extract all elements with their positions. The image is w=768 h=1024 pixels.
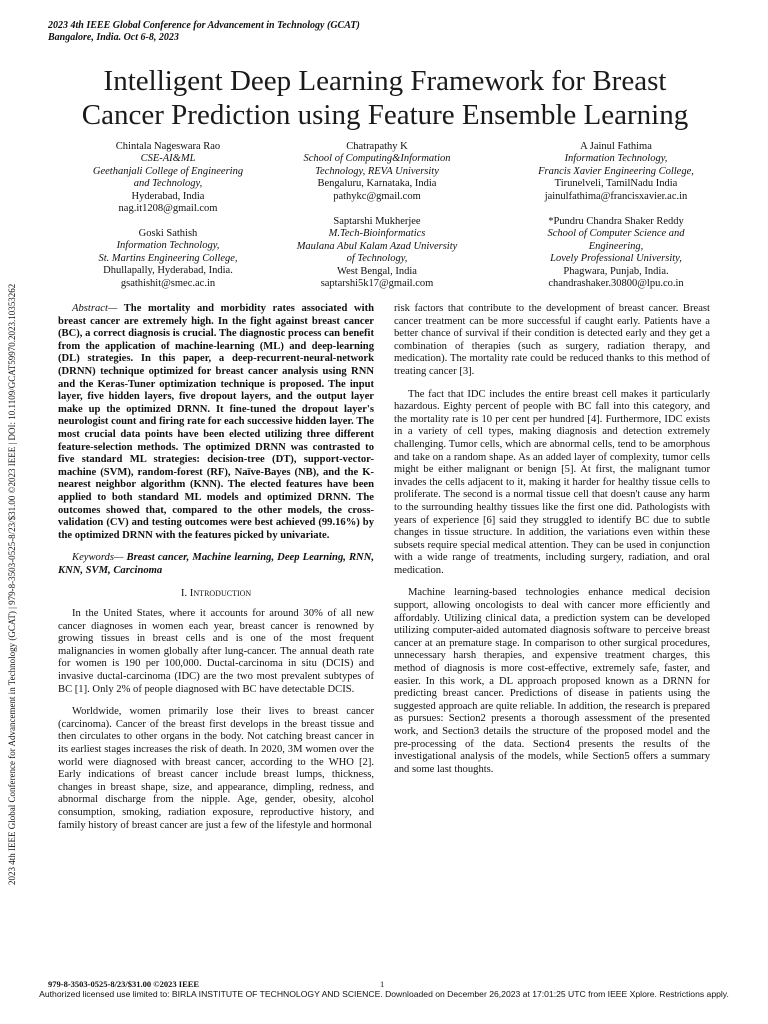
body-paragraph: The fact that IDC includes the entire breast cell makes it particularly hazardous. Eighty percent of people with BC fall into this category, and the mortality rate is 10 per cent per hundred [4]. Furthermore, IDC exists in a variety of cell types, making diagnosis and detection extremely challenging. Tumor cells, which are abnormal cells, tend to be amorphous and take on a random shape. As an added layer of complexity, tumor cells might be either malignant or benign [5]. At first, the malignant tumor invades the cells adjacent to it, making it harder for healthy tissue cells to proliferate. The second is a normal tissue cell that doesn't cause any harm to the surrounding healthy tissues like the first one did. Pathologists with years of experience [6] said they struggled to identify BC due to subtle changes in tissue structure. In addition, the variations even within these subsets require special medical attention. They can be used in conjunction with a wide range of treatments, including surgery, radiation, and oral medication. [394,388,710,576]
author-name: Saptarshi Mukherjee [333,216,421,227]
conference-name: 2023 4th IEEE Global Conference for Advancement in Technology (GCAT) [48,20,360,31]
author-dept: School of Computer Science and [547,228,685,240]
author-name: Chatrapathy K [346,141,408,152]
author-email: jainulfathima@francisxavier.ac.in [544,190,688,202]
author-block-1 [58,141,278,215]
right-column [394,303,710,786]
footer-isbn: 979-8-3503-0525-8/23/$31.00 ©2023 IEEE [48,979,200,989]
author-inst: Lovely Professional University, [550,253,682,265]
author-inst: St. Martins Engineering College, [98,252,238,264]
title-line-1: Intelligent Deep Learning Framework for Breast [103,65,667,97]
author-city: Dhullapally, Hyderabad, India. [103,265,233,277]
abstract-lead: Abstract— [72,303,118,314]
section-heading-introduction: I. Introduction [180,587,252,600]
author-dept: CSE-AI&ML [140,153,196,165]
author-email: gsathishit@smec.ac.in [120,277,216,289]
author-city: Bengaluru, Karnataka, India [317,178,437,190]
keywords-lead: Keywords— [72,552,124,564]
author-city: Tirunelveli, TamilNadu India [554,178,678,190]
author-inst: of Technology, [346,253,408,265]
title-line-2: Cancer Prediction using Feature Ensemble Learning [81,99,689,131]
author-inst: Technology, REVA University [315,165,439,177]
author-name: *Pundru Chandra Shaker Reddy [548,216,684,227]
author-inst: and Technology, [133,178,203,190]
author-name: Goski Sathish [138,228,198,239]
author-dept: M.Tech-Bioinformatics [328,228,426,240]
author-city: Hyderabad, India [131,190,205,202]
author-inst: Francis Xavier Engineering College, [538,165,694,177]
author-inst: Geethanjali College of Engineering [92,165,244,177]
author-dept: Information Technology, [116,240,220,252]
abstract-paragraph [58,303,374,542]
paper-title [20,64,750,132]
author-email: chandrashaker.30800@lpu.co.in [548,278,684,290]
left-column [58,303,374,842]
author-inst: Engineering, [588,240,644,252]
author-city: Phagwara, Punjab, India. [563,265,669,277]
author-dept: Information Technology, [564,153,668,165]
abstract-text: The mortality and morbidity rates associated with breast cancer are extremely high. In the fight against breast cancer (BC), a correct diagnosis is crucial. The diagnostic process can benefit from the application of machine-learning (ML) and deep-learning (DL) strategies. In this paper, a deep-recurrent-neural-network (DRNN) technique optimized for breast cancer analysis using RNN and the Keras-Tuner optimization technique is proposed. The input layer, five hidden layers, five dropout layers, and the output layer make up the optimized DRNN. It fine-tuned the dropout layer's neurologist count and firing rate for each successive hidden layer. The most crucial data points have been elected utilizing three different feature-selection methods. The optimized DRNN was contrasted to five standard ML strategies: decision-tree (DT), support-vector-machine (SVM), random-forest (RF), Naïve-Bayes (NB), and the K-nearest neighbor algorithm (KNN). The elected features have been applied to both standard ML models and optimized DRNN. The outcomes showed that, compared to the other models, the cross-validation (CV) and testing outcomes were best achieved (99.16%) by the optimized DRNN with the features picked by univariate. [58,303,374,541]
author-block-5 [282,216,472,290]
author-dept: School of Computing&Information [303,153,451,165]
author-city: West Bengal, India [337,265,417,277]
conference-location: Bangalore, India. Oct 6-8, 2023 [48,32,179,43]
author-inst: Maulana Abul Kalam Azad University [296,240,458,252]
author-block-6 [508,216,724,290]
keywords-text: Breast cancer, Machine learning, Deep Learning, RNN, KNN, SVM, Carcinoma [58,552,374,576]
author-email: saptarshi5k17@gmail.com [320,278,434,290]
author-block-3 [508,141,724,203]
author-name: Chintala Nageswara Rao [115,141,221,152]
author-name: A Jainul Fathima [580,141,652,152]
body-paragraph: Machine learning-based technologies enhance medical decision support, allowing oncologists to deal with cancer more efficiently and affordably. Utilizing clinical data, a prediction system can be developed utilizing computer-aided automated diagnosis software to perceive breast cancer at an premature stage. In comparison to other surgical procedures, unnecessary harsh therapies, and expensive treatment charges, this method of diagnosis is more cost-effective, extremely safe, faster, and easier. In this work, a DL approach proposed known as a DRNN for predicting breast cancer. Predictions of disease in patients using the suggested approach are quite reliable. In addition, the research is prepared as pursues: Section2 presents a thorough assessment of the presented work, and Section3 details the structure of the proposed model and the pre-processing of the data. Section4 presents the results of the investigational analysis of the models, while Section5 offers a summary and some last thoughts. [394,587,710,775]
license-notice: Authorized licensed use limited to: BIRLA INSTITUTE OF TECHNOLOGY AND SCIENCE. Downloaded on December 26,2023 at 17:01:25 UTC from IEEE Xplore. Restrictions apply. [39,989,729,999]
author-email: nag.it1208@gmail.com [118,203,218,215]
side-citation-strip: 2023 4th IEEE Global Conference for Advancement in Technology (GCAT) | 979-8-3503-0525-8/23/$31.00 ©2023 IEEE | DOI: 10.1109/GCAT59970.2023.10353262 [7,283,17,885]
author-email: pathykc@gmail.com [333,190,421,202]
page-number: 1 [380,979,385,989]
author-block-2 [282,141,472,203]
body-paragraph: Worldwide, women primarily lose their lives to breast cancer (carcinoma). Cancer of the breast first develops in the breast tissue and then circulates to other organs in the body. Not catching breast cancer in its earliest stages increases the risk of death. In 2020, 3M women over the world were diagnosed with breast cancer, according to the WHO [2]. Early indications of breast cancer include breast lumps, thickness, changes in breast shape, size, and appearance, dimpling, redness, and abnormal discharge from the nipple. Age, gender, obesity, alcohol consumption, smoking, radiation exposure, reproductive history, and family history of breast cancer are just a few of the lifestyle and hormonal [58,706,374,831]
body-paragraph: risk factors that contribute to the development of breast cancer. Breast cancer treatment can be more successful if caught early. Patients have a better chance of survival if their condition is detected early and they get a combination of therapies (such as surgery, radiation therapy, and medication). The mortality rate could be reduced thanks to this method of treating cancer [3]. [394,303,710,377]
author-block-4 [58,228,278,290]
body-paragraph: In the United States, where it accounts for around 30% of all new cancer diagnoses in women each year, breast cancer is renowned by growing tissues in breast cells and is one of the most frequent malignancies in women globally after lung-cancer. The annual death rate for women is 190 per 100,000. Ductal-carcinoma in situ (DCIS) and invasive ductal-carcinoma (IDC) are the two most prevalent subtypes of BC [1]. Only 2% of people diagnosed with BC have detectable DCIS. [58,608,374,695]
keywords-paragraph [58,552,374,577]
